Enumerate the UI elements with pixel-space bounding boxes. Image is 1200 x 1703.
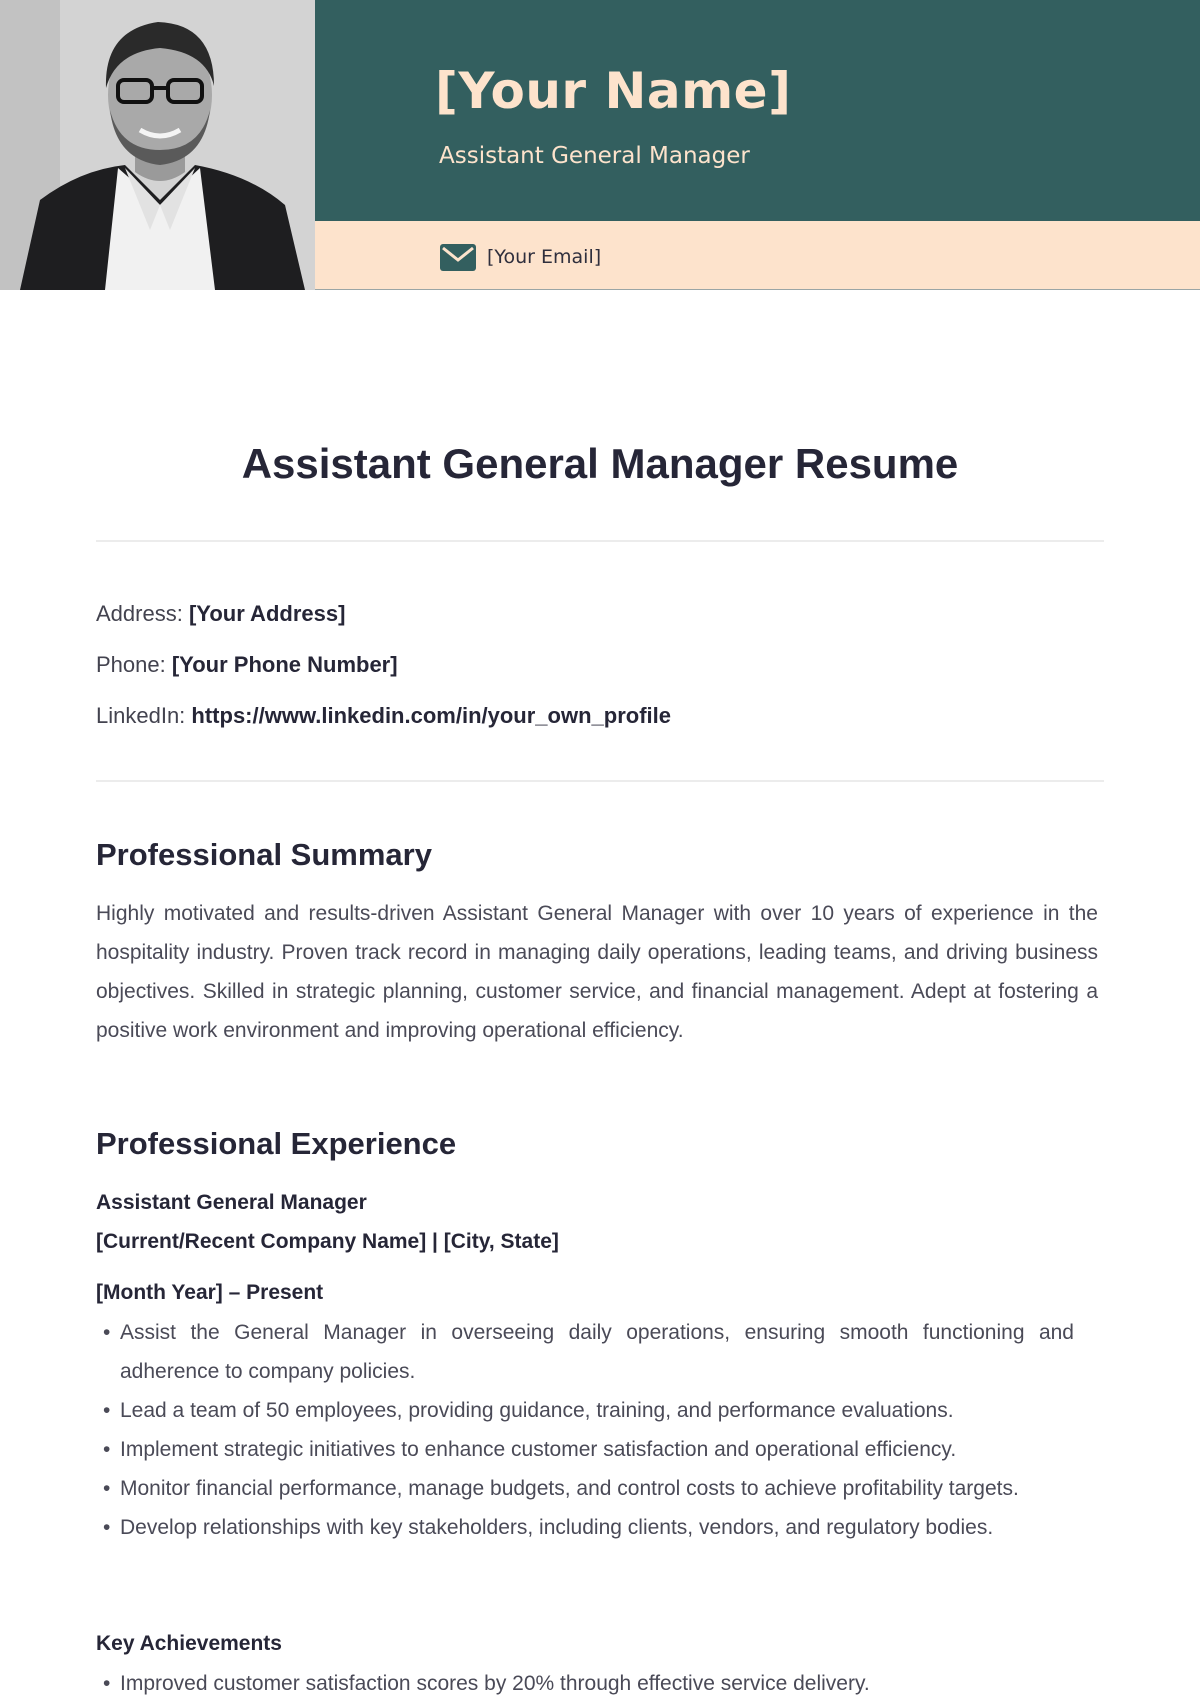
achievements-heading: Key Achievements: [96, 1632, 282, 1655]
divider: [96, 540, 1104, 542]
list-item: • Develop relationships with key stakeholders, including clients, vendors, and regulatory bodies.: [96, 1508, 1074, 1547]
experience-heading: Professional Experience: [96, 1126, 457, 1161]
contact-linkedin: [96, 703, 671, 729]
address-label: Address:: [96, 601, 183, 626]
divider: [96, 780, 1104, 782]
list-item: • Implement strategic initiatives to enhance customer satisfaction and operational efficiency.: [96, 1430, 1074, 1469]
candidate-role: Assistant General Manager: [439, 143, 750, 169]
job-title: Assistant General Manager: [96, 1191, 367, 1214]
list-item: • Lead a team of 50 employees, providing guidance, training, and performance evaluations.: [96, 1391, 1074, 1430]
phone-label: Phone:: [96, 652, 166, 677]
address-value: [Your Address]: [188, 601, 346, 626]
achievements-list: [96, 1664, 1074, 1703]
candidate-name: [Your Name]: [435, 62, 792, 120]
profile-photo: [0, 0, 315, 290]
phone-value: [Your Phone Number]: [171, 652, 398, 677]
contact-phone: [96, 652, 398, 678]
job-dates: [Month Year] – Present: [96, 1281, 324, 1304]
email-text[interactable]: [Your Email]: [487, 246, 602, 268]
list-item: • Monitor financial performance, manage budgets, and control costs to achieve profitability targets.: [96, 1469, 1074, 1508]
list-item: • Assist the General Manager in overseeing daily operations, ensuring smooth functioning and adherence to company policies.: [96, 1313, 1074, 1391]
summary-text: Highly motivated and results-driven Assistant General Manager with over 10 years of experience in the hospitality industry. Proven track record in managing daily operations, leading teams, and driving business objectives. Skilled in strategic planning, customer service, and financial management. Adept at fostering a positive work environment and improving operational efficiency.: [96, 902, 1098, 1042]
summary-heading: Professional Summary: [96, 837, 432, 872]
resume-header: [0, 0, 1200, 290]
job-company: [Current/Recent Company Name] | [City, State]: [96, 1230, 559, 1253]
document-title: Assistant General Manager Resume: [241, 440, 959, 487]
contact-address: [96, 601, 345, 627]
linkedin-link[interactable]: https://www.linkedin.com/in/your_own_profile: [191, 703, 671, 728]
portrait-illustration: [0, 0, 315, 290]
envelope-icon: [440, 244, 476, 271]
responsibilities-list: [96, 1313, 1074, 1547]
list-item: • Improved customer satisfaction scores by 20% through effective service delivery.: [96, 1664, 1074, 1703]
linkedin-label: LinkedIn:: [96, 703, 186, 728]
